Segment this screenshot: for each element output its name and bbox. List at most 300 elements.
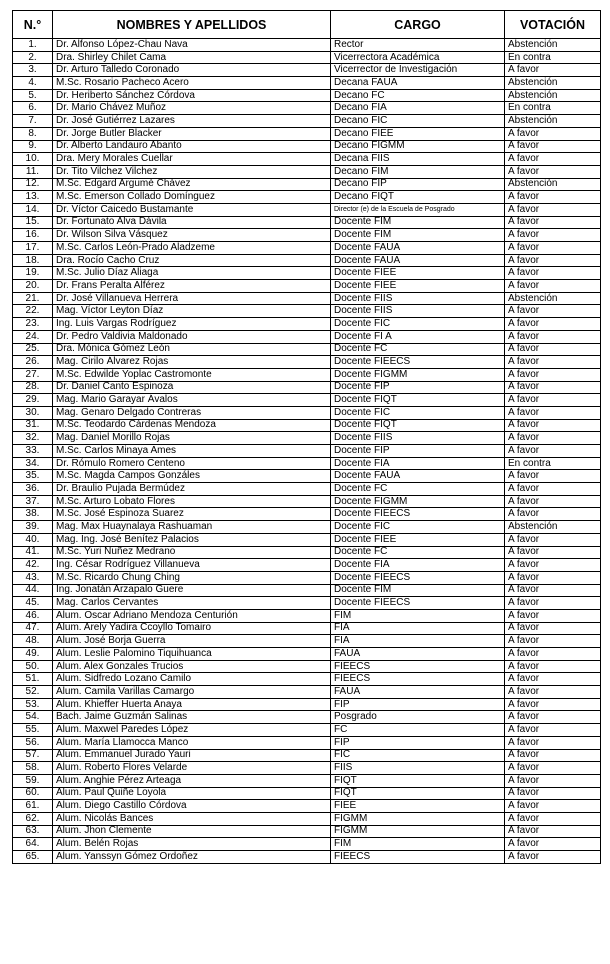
row-cargo: FIA [331,622,505,635]
row-vote: A favor [505,533,601,546]
row-number: 24. [13,330,53,343]
row-number: 6. [13,102,53,115]
row-cargo: FIGMM [331,825,505,838]
row-name: Dra. Shirley Chilet Cama [53,51,331,64]
table-row [13,533,601,546]
table-row [13,774,601,787]
row-number: 35. [13,470,53,483]
row-number: 21. [13,292,53,305]
row-cargo: Decano FIQT [331,191,505,204]
row-name: Alum. Belén Rojas [53,838,331,851]
row-cargo: Docente FC [331,546,505,559]
row-number: 1. [13,39,53,52]
row-vote: A favor [505,343,601,356]
row-vote: A favor [505,686,601,699]
row-name: Alum. Alex Gonzales Trucios [53,660,331,673]
row-number: 7. [13,115,53,128]
row-name: Dr. Braulio Pujada Bermúdez [53,483,331,496]
row-vote: A favor [505,318,601,331]
row-number: 11. [13,165,53,178]
row-vote: A favor [505,419,601,432]
table-row [13,191,601,204]
row-number: 43. [13,571,53,584]
table-row [13,609,601,622]
row-number: 20. [13,280,53,293]
row-vote: A favor [505,242,601,255]
header-name: NOMBRES Y APELLIDOS [53,11,331,39]
row-number: 19. [13,267,53,280]
row-cargo: FIIS [331,762,505,775]
row-name: M.Sc. Magda Campos Gonzáles [53,470,331,483]
row-number: 5. [13,89,53,102]
table-row [13,470,601,483]
row-cargo: Docente FIEE [331,533,505,546]
row-cargo: Docente FIIS [331,292,505,305]
row-cargo: Docente FIC [331,406,505,419]
row-vote: A favor [505,470,601,483]
row-name: M.Sc. Julio Díaz Aliaga [53,267,331,280]
row-cargo: Decano FIC [331,115,505,128]
row-name: Dra. Rocío Cacho Cruz [53,254,331,267]
table-row [13,559,601,572]
row-name: Bach. Jaime Guzmán Salinas [53,711,331,724]
row-vote: A favor [505,153,601,166]
row-cargo: Docente FC [331,343,505,356]
table-row [13,483,601,496]
row-number: 63. [13,825,53,838]
row-vote: Abstención [505,115,601,128]
row-cargo: Decano FIEE [331,127,505,140]
row-name: Dr. Tito Vilchez Vilchez [53,165,331,178]
row-name: Dra. Mery Morales Cuellar [53,153,331,166]
table-row [13,343,601,356]
row-name: Dr. Pedro Valdivia Maldonado [53,330,331,343]
table-row [13,648,601,661]
table-row [13,698,601,711]
row-cargo: Decano FC [331,89,505,102]
row-name: Alum. Paul Quiñe Loyola [53,787,331,800]
row-cargo: Docente FIP [331,381,505,394]
row-vote: A favor [505,368,601,381]
table-body [13,39,601,864]
row-cargo: Docente FIQT [331,419,505,432]
row-number: 16. [13,229,53,242]
row-name: Ing. Jonatán Arzapalo Guere [53,584,331,597]
row-vote: A favor [505,660,601,673]
row-name: Mag. Ing. José Benítez Palacios [53,533,331,546]
row-number: 3. [13,64,53,77]
row-vote: A favor [505,432,601,445]
row-name: Mag. Daniel Morillo Rojas [53,432,331,445]
table-row [13,127,601,140]
row-cargo: Decano FIP [331,178,505,191]
table-row [13,140,601,153]
row-cargo: FAUA [331,648,505,661]
row-number: 8. [13,127,53,140]
row-number: 17. [13,242,53,255]
row-name: Mag. Cirilo Álvarez Rojas [53,356,331,369]
row-vote: A favor [505,825,601,838]
table-row [13,419,601,432]
header-cargo: CARGO [331,11,505,39]
table-row [13,445,601,458]
row-cargo: Docente FIEECS [331,356,505,369]
row-name: Dr. Alberto Landauro Abanto [53,140,331,153]
row-cargo: FIQT [331,787,505,800]
row-number: 64. [13,838,53,851]
row-number: 61. [13,800,53,813]
table-row [13,457,601,470]
row-cargo: Docente FIP [331,445,505,458]
table-row [13,635,601,648]
row-number: 45. [13,597,53,610]
row-cargo: Docente FI A [331,330,505,343]
row-name: Ing. César Rodríguez Villanueva [53,559,331,572]
row-vote: A favor [505,191,601,204]
row-name: Dr. Heriberto Sánchez Córdova [53,89,331,102]
row-number: 26. [13,356,53,369]
table-row [13,812,601,825]
row-cargo: Docente FIM [331,216,505,229]
row-number: 37. [13,495,53,508]
table-row [13,597,601,610]
row-number: 51. [13,673,53,686]
row-vote: A favor [505,571,601,584]
row-cargo: Rector [331,39,505,52]
row-number: 22. [13,305,53,318]
table-row [13,851,601,864]
row-vote: Abstención [505,89,601,102]
table-row [13,571,601,584]
table-row [13,584,601,597]
row-vote: A favor [505,724,601,737]
row-number: 48. [13,635,53,648]
row-vote: A favor [505,774,601,787]
table-row [13,521,601,534]
row-cargo: Docente FIM [331,584,505,597]
document-page [12,10,600,864]
row-number: 15. [13,216,53,229]
row-name: Dr. Daniel Canto Espinoza [53,381,331,394]
row-vote: En contra [505,51,601,64]
row-cargo: Posgrado [331,711,505,724]
row-name: M.Sc. Edgard Argumé Chávez [53,178,331,191]
table-row [13,267,601,280]
row-vote: A favor [505,165,601,178]
table-row [13,686,601,699]
row-number: 65. [13,851,53,864]
row-number: 9. [13,140,53,153]
row-name: Alum. Yanssyn Gómez Ordoñez [53,851,331,864]
row-cargo: FAUA [331,686,505,699]
row-name: Alum. María Llamocca Manco [53,736,331,749]
row-number: 29. [13,394,53,407]
row-vote: A favor [505,851,601,864]
row-cargo: FIA [331,635,505,648]
row-cargo: FIP [331,698,505,711]
row-number: 46. [13,609,53,622]
row-name: Alum. Oscar Adriano Mendoza Centurión [53,609,331,622]
row-name: M.Sc. Carlos León-Prado Aladzeme [53,242,331,255]
row-name: M.Sc. Emerson Collado Domínguez [53,191,331,204]
row-vote: A favor [505,330,601,343]
row-vote: A favor [505,762,601,775]
row-name: Dr. Alfonso López-Chau Nava [53,39,331,52]
row-cargo: Docente FIGMM [331,495,505,508]
row-vote: A favor [505,812,601,825]
row-cargo: Docente FIA [331,559,505,572]
row-vote: A favor [505,508,601,521]
row-vote: A favor [505,445,601,458]
table-row [13,711,601,724]
row-name: Dr. Víctor Caicedo Bustamante [53,203,331,216]
table-row [13,229,601,242]
row-vote: A favor [505,280,601,293]
table-row [13,381,601,394]
row-number: 23. [13,318,53,331]
row-cargo: Docente FIC [331,521,505,534]
row-number: 28. [13,381,53,394]
row-number: 58. [13,762,53,775]
row-cargo: Docente FIEE [331,267,505,280]
row-name: Alum. Nicolás Bances [53,812,331,825]
row-number: 10. [13,153,53,166]
row-vote: A favor [505,229,601,242]
row-cargo: Docente FIEECS [331,597,505,610]
row-number: 18. [13,254,53,267]
row-cargo: Decana FAUA [331,77,505,90]
row-cargo: Decano FIA [331,102,505,115]
row-cargo: FC [331,724,505,737]
row-cargo: FIEECS [331,660,505,673]
row-name: M.Sc. Rosario Pacheco Acero [53,77,331,90]
row-vote: A favor [505,394,601,407]
row-vote: A favor [505,800,601,813]
table-row [13,724,601,737]
row-vote: A favor [505,216,601,229]
table-row [13,64,601,77]
row-vote: A favor [505,406,601,419]
table-row [13,825,601,838]
row-cargo: Docente FIC [331,318,505,331]
row-number: 59. [13,774,53,787]
row-vote: A favor [505,597,601,610]
row-name: Alum. Leslie Palomino Tiquihuanca [53,648,331,661]
row-vote: Abstención [505,39,601,52]
row-name: M.Sc. Teodardo Cárdenas Mendoza [53,419,331,432]
row-number: 54. [13,711,53,724]
table-row [13,660,601,673]
row-vote: A favor [505,495,601,508]
table-row [13,394,601,407]
row-cargo: FIQT [331,774,505,787]
row-cargo: Docente FIA [331,457,505,470]
row-vote: En contra [505,102,601,115]
table-row [13,77,601,90]
row-vote: A favor [505,559,601,572]
row-cargo: FIM [331,609,505,622]
row-name: Mag. Max Huaynalaya Rashuaman [53,521,331,534]
row-vote: A favor [505,140,601,153]
row-cargo: Docente FIIS [331,432,505,445]
row-number: 14. [13,203,53,216]
table-row [13,305,601,318]
row-vote: Abstención [505,292,601,305]
row-name: Dra. Mónica Gómez León [53,343,331,356]
row-name: Dr. José Villanueva Herrera [53,292,331,305]
row-number: 4. [13,77,53,90]
row-number: 39. [13,521,53,534]
table-row [13,254,601,267]
row-number: 42. [13,559,53,572]
row-number: 31. [13,419,53,432]
row-cargo: FIEECS [331,851,505,864]
table-row [13,165,601,178]
row-number: 53. [13,698,53,711]
row-cargo: FIC [331,749,505,762]
row-vote: Abstención [505,77,601,90]
row-vote: A favor [505,648,601,661]
row-number: 55. [13,724,53,737]
table-row [13,508,601,521]
row-name: M.Sc. Edwilde Yoplac Castromonte [53,368,331,381]
table-row [13,622,601,635]
row-number: 50. [13,660,53,673]
row-vote: A favor [505,267,601,280]
table-row [13,368,601,381]
row-cargo: Docente FIQT [331,394,505,407]
row-cargo: FIGMM [331,812,505,825]
table-row [13,153,601,166]
header-number: N.° [13,11,53,39]
row-vote: A favor [505,635,601,648]
row-vote: A favor [505,356,601,369]
table-row [13,51,601,64]
row-cargo: Docente FIGMM [331,368,505,381]
table-row [13,39,601,52]
row-name: M.Sc. Ricardo Chung Ching [53,571,331,584]
row-cargo: Vicerrector de Investigación [331,64,505,77]
row-vote: Abstención [505,178,601,191]
row-vote: A favor [505,698,601,711]
row-name: Alum. Emmanuel Jurado Yauri [53,749,331,762]
row-cargo: Decano FIGMM [331,140,505,153]
row-name: Mag. Víctor Leyton Díaz [53,305,331,318]
row-vote: A favor [505,203,601,216]
table-row [13,762,601,775]
row-name: Dr. Frans Peralta Alférez [53,280,331,293]
row-cargo: Docente FC [331,483,505,496]
row-cargo: FIEE [331,800,505,813]
row-number: 12. [13,178,53,191]
row-vote: A favor [505,673,601,686]
row-vote: A favor [505,546,601,559]
row-number: 34. [13,457,53,470]
row-name: Alum. Roberto Flores Velarde [53,762,331,775]
row-vote: A favor [505,584,601,597]
row-vote: A favor [505,64,601,77]
row-number: 56. [13,736,53,749]
row-cargo: FIM [331,838,505,851]
row-number: 44. [13,584,53,597]
row-number: 57. [13,749,53,762]
table-row [13,406,601,419]
row-name: Alum. Jhon Clemente [53,825,331,838]
row-vote: Abstención [505,521,601,534]
row-vote: A favor [505,711,601,724]
row-number: 60. [13,787,53,800]
row-name: Alum. José Borja Guerra [53,635,331,648]
row-name: Dr. Arturo Talledo Coronado [53,64,331,77]
table-header [13,11,601,39]
row-name: Dr. José Gutiérrez Lazares [53,115,331,128]
row-number: 25. [13,343,53,356]
row-name: Mag. Mario Garayar Ávalos [53,394,331,407]
row-number: 38. [13,508,53,521]
row-cargo: Docente FIM [331,229,505,242]
row-cargo: Docente FIIS [331,305,505,318]
table-row [13,102,601,115]
row-vote: A favor [505,787,601,800]
row-name: Dr. Jorge Butler Blacker [53,127,331,140]
row-number: 27. [13,368,53,381]
row-name: M.Sc. Carlos Minaya Ames [53,445,331,458]
row-vote: A favor [505,483,601,496]
row-cargo: FIEECS [331,673,505,686]
table-row [13,749,601,762]
row-vote: A favor [505,381,601,394]
row-cargo: Decano FIM [331,165,505,178]
row-cargo: Decana FIIS [331,153,505,166]
row-number: 47. [13,622,53,635]
row-number: 13. [13,191,53,204]
row-name: M.Sc. Yuri Nuñez Medrano [53,546,331,559]
row-number: 40. [13,533,53,546]
table-row [13,216,601,229]
header-vote: VOTACIÓN [505,11,601,39]
row-name: Mag. Carlos Cervantes [53,597,331,610]
table-row [13,203,601,216]
row-number: 30. [13,406,53,419]
table-row [13,495,601,508]
row-vote: A favor [505,305,601,318]
row-cargo: Docente FIEECS [331,508,505,521]
table-row [13,318,601,331]
row-name: Dr. Wilson Silva Vásquez [53,229,331,242]
table-row [13,178,601,191]
table-row [13,736,601,749]
row-name: M.Sc. Arturo Lobato Flores [53,495,331,508]
row-cargo: FIP [331,736,505,749]
row-number: 62. [13,812,53,825]
row-name: Mag. Genaro Delgado Contreras [53,406,331,419]
row-number: 33. [13,445,53,458]
table-row [13,838,601,851]
table-row [13,330,601,343]
header-row [13,11,601,39]
row-cargo: Director (e) de la Escuela de Posgrado [331,203,505,216]
row-name: Dr. Rómulo Romero Centeno [53,457,331,470]
table-row [13,242,601,255]
row-name: Dr. Fortunato Alva Dávila [53,216,331,229]
row-cargo: Docente FAUA [331,242,505,255]
row-name: Ing. Luis Vargas Rodríguez [53,318,331,331]
row-number: 49. [13,648,53,661]
row-name: M.Sc. José Espinoza Suarez [53,508,331,521]
table-row [13,787,601,800]
row-name: Alum. Arely Yadira Ccoyllo Tomairo [53,622,331,635]
row-number: 32. [13,432,53,445]
